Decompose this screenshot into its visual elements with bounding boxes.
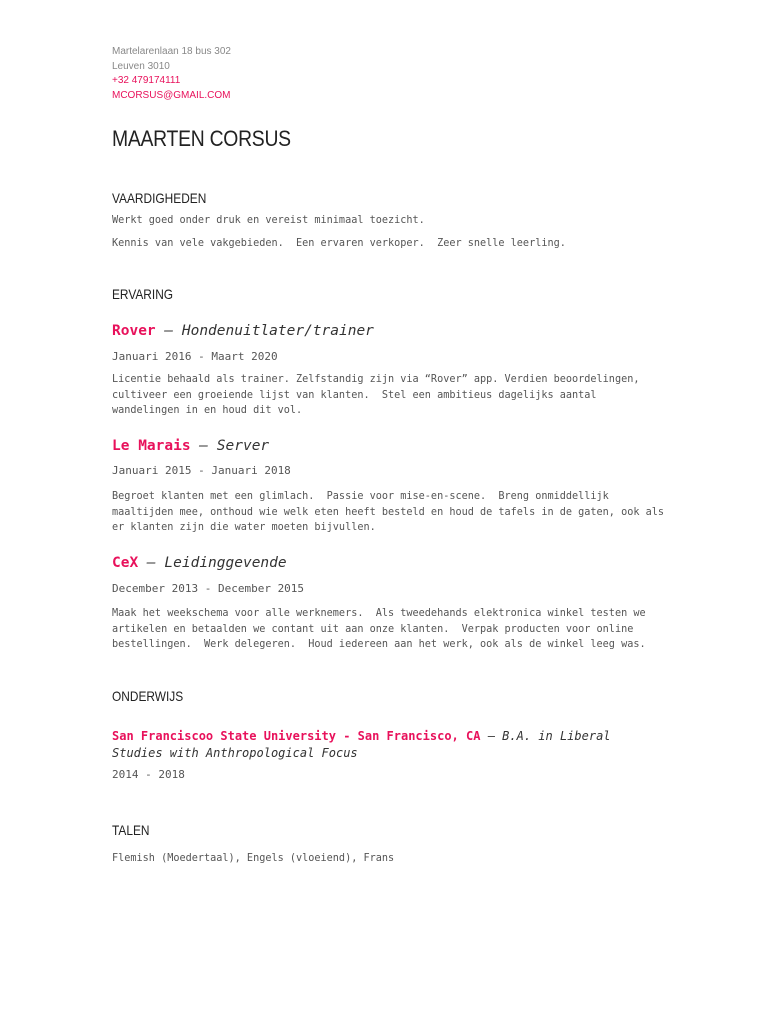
address-street: Martelarenlaan 18 bus 302 xyxy=(112,46,231,57)
skills-line-2: Kennis van vele vakgebieden. Een ervaren verkoper. Zeer snelle leerling. xyxy=(112,238,566,249)
email-link[interactable]: MCORSUS@GMAIL.COM xyxy=(112,89,231,101)
job-role: Server xyxy=(216,438,270,454)
contact-block xyxy=(112,45,231,103)
job-company: Rover xyxy=(112,323,156,339)
job-heading xyxy=(112,555,287,571)
job-role: Hondenuitlater/trainer xyxy=(181,323,374,339)
skills-heading: VAARDIGHEDEN xyxy=(112,190,207,206)
education-school: San Franciscoo State University - San Francisco, CA xyxy=(112,729,481,743)
job-heading xyxy=(112,438,269,454)
job-company: Le Marais xyxy=(112,438,191,454)
job-role: Leidinggevende xyxy=(164,555,287,571)
job-heading xyxy=(112,323,374,339)
job-description: Maak het weekschema voor alle werknemers. Als tweedehands elektronica winkel testen we artikelen en betaalden we contant uit aan onze klanten. Verpak producten voor online bestellingen. Werk delegeren. Houd iedereen aan het werk, ook als de winkel leeg was. xyxy=(112,608,646,650)
job-dates: Januari 2016 - Maart 2020 xyxy=(112,350,278,363)
job-separator: — xyxy=(190,438,217,454)
phone-link[interactable]: +32 479174111 xyxy=(112,75,181,86)
education-separator: — xyxy=(480,729,503,743)
job-dates: Januari 2015 - Januari 2018 xyxy=(112,464,291,477)
job-description: Begroet klanten met een glimlach. Passie voor mise-en-scene. Breng onmiddellijk maaltijden mee, onthoud wie welk eten heeft besteld en houd de tafels in de gaten, ook als er klanten zijn die water moeten bijvullen. xyxy=(112,491,665,533)
address-city: Leuven 3010 xyxy=(112,60,170,72)
job-separator: — xyxy=(138,555,165,571)
job-description: Licentie behaald als trainer. Zelfstandig zijn via “Rover” app. Verdien beoordelingen, cultiveer een groeiende lijst van klanten. Stel een ambitieus dagelijks aantal wandelingen in en houd dit vol. xyxy=(112,374,640,416)
job-dates: December 2013 - December 2015 xyxy=(112,582,305,595)
languages-text: Flemish (Moedertaal), Engels (vloeiend), Frans xyxy=(112,853,395,864)
education-dates: 2014 - 2018 xyxy=(112,768,185,781)
job-separator: — xyxy=(155,323,182,339)
education-degree: B.A. in Liberal Studies with Anthropological Focus xyxy=(112,729,611,760)
education-heading: ONDERWIJS xyxy=(112,688,184,704)
person-name: MAARTEN CORSUS xyxy=(112,126,291,151)
experience-heading: ERVARING xyxy=(112,286,174,302)
education-entry xyxy=(112,728,652,761)
languages-heading: TALEN xyxy=(112,822,150,838)
job-company: CeX xyxy=(112,555,139,571)
skills-line-1: Werkt goed onder druk en vereist minimaal toezicht. xyxy=(112,215,425,226)
